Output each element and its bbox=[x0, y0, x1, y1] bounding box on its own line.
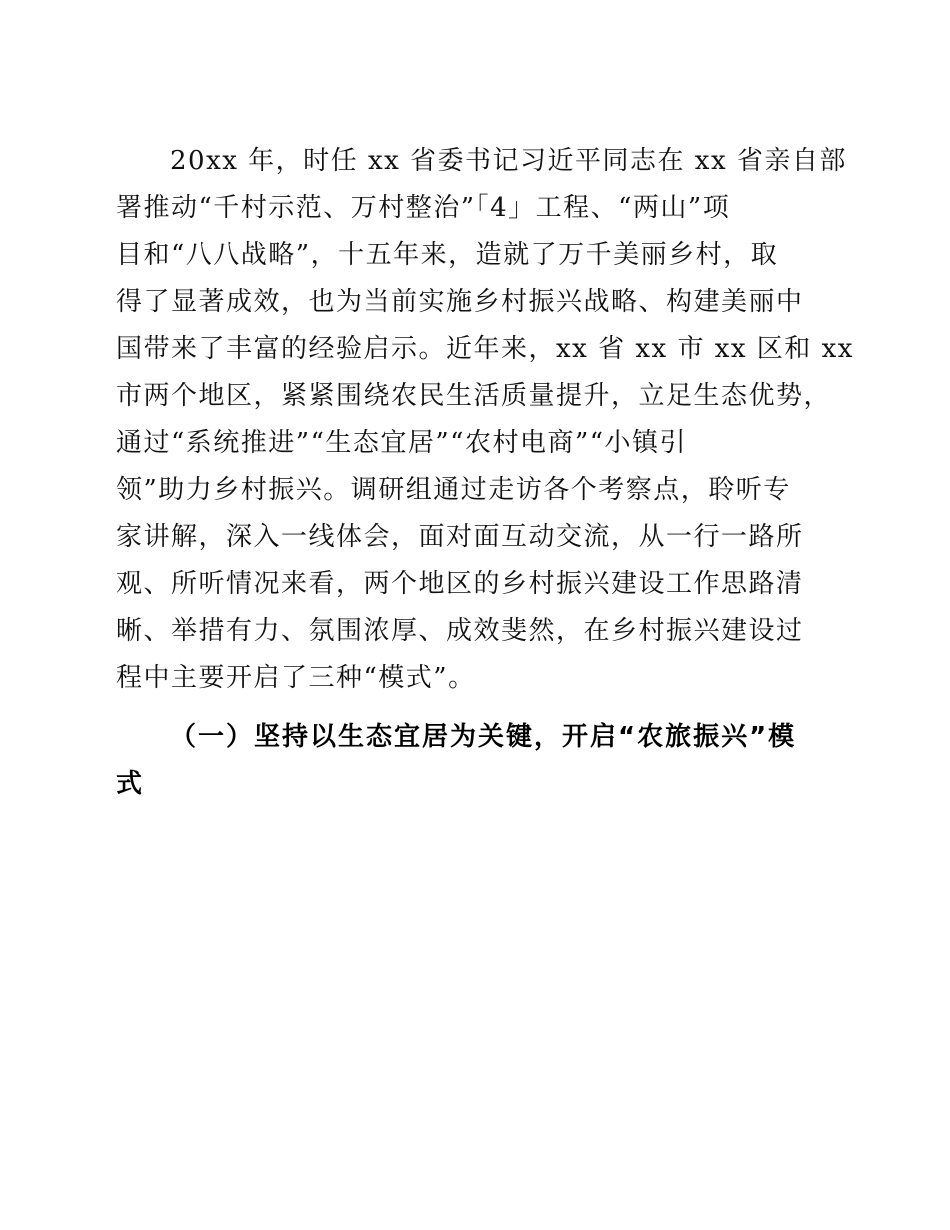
section-heading bbox=[116, 714, 836, 808]
document-body bbox=[116, 138, 854, 808]
paragraph-line: 家讲解，深入一线体会，面对面互动交流，从一行一路所 bbox=[116, 522, 804, 552]
paragraph-line: 晰、举措有力、氛围浓厚、成效斐然，在乡村振兴建设过 bbox=[116, 616, 804, 646]
heading-line: 式 bbox=[116, 769, 145, 799]
paragraph-line: 领”助力乡村振兴。调研组通过走访各个考察点，聆听专 bbox=[116, 475, 791, 505]
paragraph-line: 20xx 年，时任 xx 省委书记习近平同志在 xx 省亲自部 bbox=[170, 146, 847, 176]
heading-line: （一）坚持以生态宜居为关键，开启“农旅振兴”模 bbox=[170, 722, 797, 752]
paragraph-line: 通过“系统推进”“生态宜居”“农村电商”“小镇引 bbox=[116, 428, 688, 458]
paragraph-line: 程中主要开启了三种“模式”。 bbox=[116, 663, 476, 693]
paragraph-line: 市两个地区，紧紧围绕农民生活质量提升，立足生态优势， bbox=[116, 381, 832, 411]
paragraph-line: 观、所听情况来看，两个地区的乡村振兴建设工作思路清 bbox=[116, 569, 804, 599]
paragraph-line: 得了显著成效，也为当前实施乡村振兴战略、构建美丽中 bbox=[116, 287, 804, 317]
paragraph-line: 署推动“千村示范、万村整治”「4」工程、“两山”项 bbox=[116, 193, 731, 223]
intro-paragraph bbox=[116, 138, 854, 702]
paragraph-line: 目和“八八战略”，十五年来，造就了万千美丽乡村，取 bbox=[116, 240, 779, 270]
paragraph-line: 国带来了丰富的经验启示。近年来，xx 省 xx 市 xx 区和 xx bbox=[116, 334, 854, 364]
